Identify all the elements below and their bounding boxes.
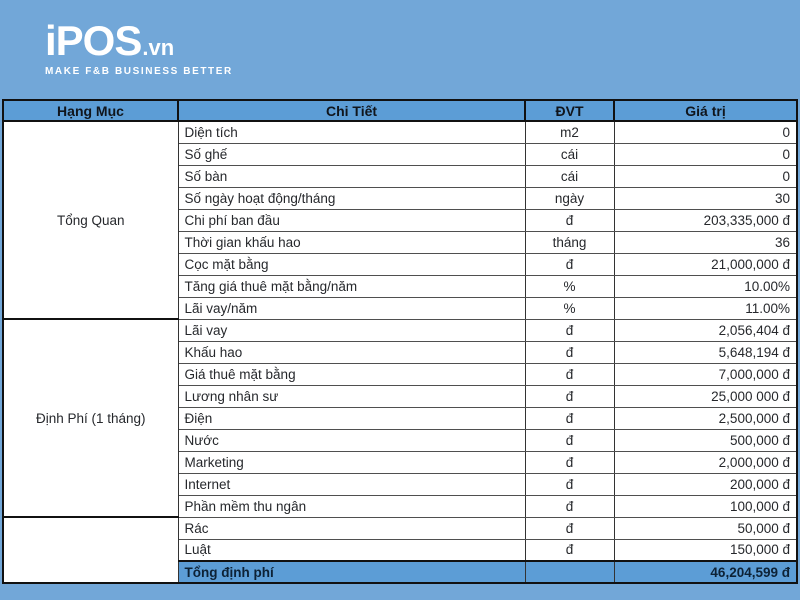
cell-value: 10.00% xyxy=(614,275,797,297)
cell-unit: đ xyxy=(525,451,614,473)
cell-unit: đ xyxy=(525,385,614,407)
group-label-cell: Định Phí (1 tháng) xyxy=(3,319,178,517)
cell-value: 25,000 000 đ xyxy=(614,385,797,407)
cell-unit: cái xyxy=(525,165,614,187)
total-unit-cell xyxy=(525,561,614,583)
cell-unit: tháng xyxy=(525,231,614,253)
cell-detail: Internet xyxy=(178,473,525,495)
cell-unit: cái xyxy=(525,143,614,165)
cell-unit: đ xyxy=(525,473,614,495)
cell-value: 2,000,000 đ xyxy=(614,451,797,473)
logo-wordmark xyxy=(45,17,233,64)
cell-unit: m2 xyxy=(525,121,614,143)
cell-unit: đ xyxy=(525,407,614,429)
group-label-cell xyxy=(3,517,178,583)
col-header-category: Hạng Mục xyxy=(3,100,178,121)
col-header-unit: ĐVT xyxy=(525,100,614,121)
cell-detail: Lương nhân sư xyxy=(178,385,525,407)
cell-detail: Thời gian khấu hao xyxy=(178,231,525,253)
logo-main-text: iPOS xyxy=(45,17,142,64)
group-label-cell: Tổng Quan xyxy=(3,121,178,319)
cell-unit: đ xyxy=(525,341,614,363)
cell-unit: đ xyxy=(525,209,614,231)
cell-value: 2,500,000 đ xyxy=(614,407,797,429)
cell-unit: % xyxy=(525,297,614,319)
cell-value: 50,000 đ xyxy=(614,517,797,539)
cell-value: 150,000 đ xyxy=(614,539,797,561)
cell-detail: Điện xyxy=(178,407,525,429)
cell-unit: % xyxy=(525,275,614,297)
cell-value: 0 xyxy=(614,143,797,165)
col-header-detail: Chi Tiết xyxy=(178,100,525,121)
cell-detail: Chi phí ban đầu xyxy=(178,209,525,231)
table-header-row xyxy=(3,100,797,121)
cell-value: 0 xyxy=(614,121,797,143)
table-row xyxy=(3,517,797,539)
cell-unit: đ xyxy=(525,517,614,539)
cell-value: 11.00% xyxy=(614,297,797,319)
cell-value: 21,000,000 đ xyxy=(614,253,797,275)
cell-unit: ngày xyxy=(525,187,614,209)
cell-detail: Số bàn xyxy=(178,165,525,187)
logo-suffix-text: .vn xyxy=(142,35,175,60)
cell-value: 0 xyxy=(614,165,797,187)
cell-value: 203,335,000 đ xyxy=(614,209,797,231)
cell-value: 7,000,000 đ xyxy=(614,363,797,385)
table-row xyxy=(3,319,797,341)
total-detail-cell: Tổng định phí xyxy=(178,561,525,583)
cell-unit: đ xyxy=(525,539,614,561)
cell-value: 100,000 đ xyxy=(614,495,797,517)
logo-tagline: MAKE F&B BUSINESS BETTER xyxy=(45,66,233,77)
table-row xyxy=(3,121,797,143)
cell-value: 500,000 đ xyxy=(614,429,797,451)
cell-detail: Nước xyxy=(178,429,525,451)
cell-detail: Số ghế xyxy=(178,143,525,165)
ipos-logo xyxy=(45,17,233,77)
cell-detail: Lãi vay/năm xyxy=(178,297,525,319)
cell-unit: đ xyxy=(525,253,614,275)
cell-unit: đ xyxy=(525,429,614,451)
cell-detail: Rác xyxy=(178,517,525,539)
cell-detail: Luật xyxy=(178,539,525,561)
brand-banner xyxy=(0,0,800,99)
cell-detail: Phần mềm thu ngân xyxy=(178,495,525,517)
col-header-value: Giá trị xyxy=(614,100,797,121)
cell-value: 30 xyxy=(614,187,797,209)
cost-breakdown-table xyxy=(2,99,798,584)
cell-unit: đ xyxy=(525,495,614,517)
cell-detail: Số ngày hoạt động/tháng xyxy=(178,187,525,209)
cell-value: 5,648,194 đ xyxy=(614,341,797,363)
cell-detail: Lãi vay xyxy=(178,319,525,341)
cell-detail: Cọc mặt bằng xyxy=(178,253,525,275)
cell-value: 2,056,404 đ xyxy=(614,319,797,341)
cell-detail: Marketing xyxy=(178,451,525,473)
cell-unit: đ xyxy=(525,319,614,341)
cell-detail: Tăng giá thuê mặt bằng/năm xyxy=(178,275,525,297)
total-value-cell: 46,204,599 đ xyxy=(614,561,797,583)
cell-detail: Giá thuê mặt bằng xyxy=(178,363,525,385)
cell-detail: Diện tích xyxy=(178,121,525,143)
cell-detail: Khấu hao xyxy=(178,341,525,363)
cell-value: 36 xyxy=(614,231,797,253)
cell-unit: đ xyxy=(525,363,614,385)
cell-value: 200,000 đ xyxy=(614,473,797,495)
